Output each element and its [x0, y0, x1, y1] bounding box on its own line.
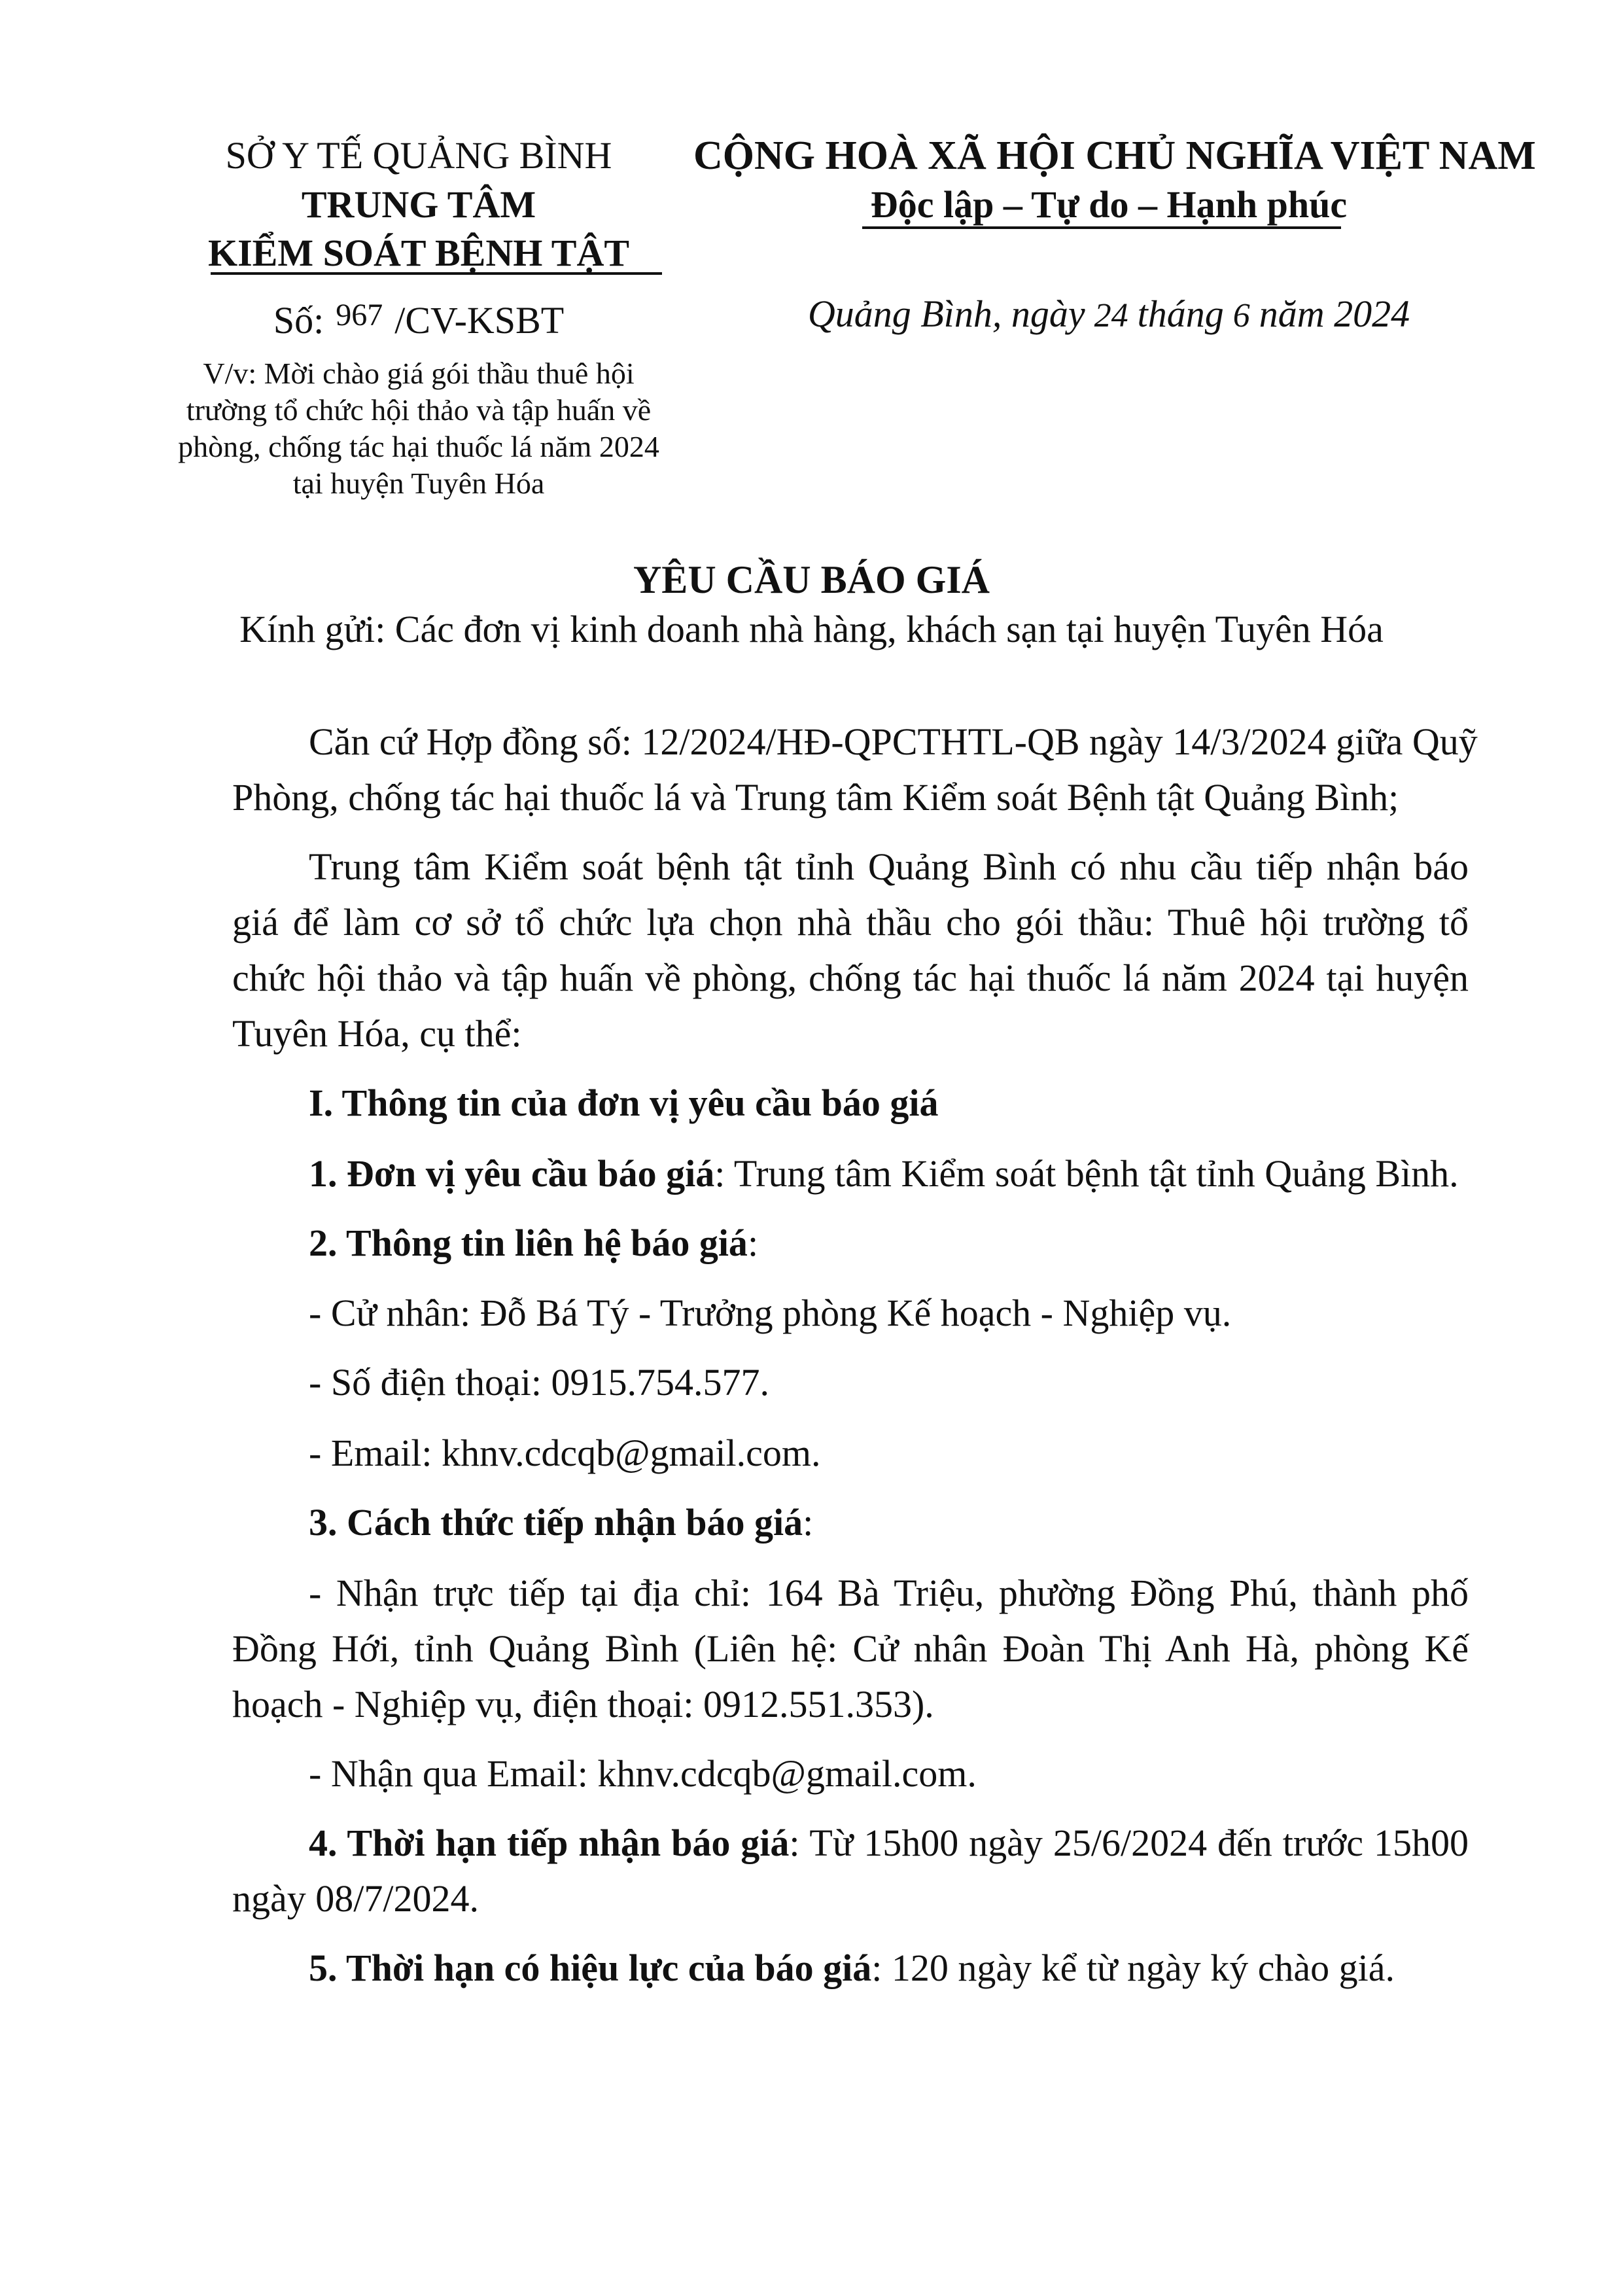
item-2-value: : [747, 1222, 759, 1264]
item-1-value: : Trung tâm Kiểm soát bệnh tật tỉnh Quảng Bình. [714, 1152, 1459, 1195]
agency-block [170, 131, 667, 277]
item-1 [309, 1149, 1459, 1199]
recipients: Kính gửi: Các đơn vị kinh doanh nhà hàng, khách sạn tại huyện Tuyên Hóa [239, 608, 1384, 650]
date-year: 2024 [1334, 292, 1410, 335]
receive-direct-line-2: Đồng Hới, tỉnh Quảng Bình (Liên hệ: Cử nhân Đoàn Thị Anh Hà, phòng Kế [232, 1627, 1469, 1670]
nation-title: CỘNG HOÀ XÃ HỘI CHỦ NGHĨA VIỆT NAM [693, 133, 1536, 178]
date-month-word: tháng [1137, 292, 1224, 335]
paragraph-2-line-2: giá để làm cơ sở tổ chức lựa chọn nhà thầu cho gói thầu: Thuê hội trường tổ [232, 901, 1469, 944]
agency-name-line1: TRUNG TÂM [301, 183, 536, 226]
nation-block [693, 131, 1536, 229]
item-2-label: 2. Thông tin liên hệ báo giá [309, 1222, 748, 1264]
document-date [693, 291, 1524, 339]
date-month: 6 [1232, 297, 1250, 334]
paragraph-1-line-2: Phòng, chống tác hại thuốc lá và Trung tâm Kiểm soát Bệnh tật Quảng Bình; [232, 776, 1399, 819]
receive-email: - Nhận qua Email: khnv.cdcqb@gmail.com. [309, 1752, 977, 1795]
motto-underline [862, 226, 1341, 229]
item-2 [309, 1218, 758, 1268]
section-1-heading: I. Thông tin của đơn vị yêu cầu báo giá [309, 1082, 939, 1124]
contact-person: - Cử nhân: Đỗ Bá Tý - Trưởng phòng Kế hoạch - Nghiệp vụ. [309, 1292, 1232, 1334]
item-4-line-1 [309, 1818, 1469, 1868]
document-title: YÊU CẦU BÁO GIÁ [633, 558, 990, 601]
doc-number-value: 967 [336, 298, 383, 332]
paragraph-1-line-1: Căn cứ Hợp đồng số: 12/2024/HĐ-QPCTHTL-QB ngày 14/3/2024 giữa Quỹ [309, 720, 1478, 763]
document-number [170, 298, 667, 346]
item-4-value-line-2: ngày 08/7/2024. [232, 1877, 479, 1920]
paragraph-2-line-1: Trung tâm Kiểm soát bệnh tật tỉnh Quảng Bình có nhu cầu tiếp nhận báo [309, 845, 1469, 888]
date-day: 24 [1094, 297, 1128, 334]
paragraph-2-line-4: Tuyên Hóa, cụ thể: [232, 1012, 522, 1055]
date-year-word: năm [1259, 292, 1325, 335]
agency-name-line2: KIỂM SOÁT BỆNH TẬT [207, 232, 630, 274]
item-3-value: : [803, 1501, 814, 1544]
paragraph-2-line-3: chức hội thảo và tập huấn về phòng, chống tác hại thuốc lá năm 2024 tại huyện [232, 957, 1469, 999]
receive-direct-line-3: hoạch - Nghiệp vụ, điện thoại: 0912.551.353). [232, 1683, 934, 1725]
doc-number-suffix: /CV-KSBT [394, 299, 565, 342]
contact-email: - Email: khnv.cdcqb@gmail.com. [309, 1432, 821, 1474]
motto: Độc lập – Tự do – Hạnh phúc [870, 183, 1348, 226]
item-3 [309, 1498, 813, 1547]
item-3-label: 3. Cách thức tiếp nhận báo giá [309, 1501, 803, 1544]
item-5-label: 5. Thời hạn có hiệu lực của báo giá [309, 1947, 872, 1989]
item-5 [309, 1943, 1395, 1993]
item-4-value-line-1: : Từ 15h00 ngày 25/6/2024 đến trước 15h00 [789, 1822, 1469, 1864]
item-4-label: 4. Thời hạn tiếp nhận báo giá [309, 1822, 790, 1864]
item-1-label: 1. Đơn vị yêu cầu báo giá [309, 1152, 715, 1195]
item-5-value: : 120 ngày kể từ ngày ký chào giá. [871, 1947, 1395, 1989]
agency-underline [211, 272, 662, 275]
doc-number-prefix: Số: [273, 299, 324, 342]
date-place: Quảng Bình, ngày [807, 292, 1085, 335]
contact-phone: - Số điện thoại: 0915.754.577. [309, 1361, 770, 1404]
receive-direct-line-1: - Nhận trực tiếp tại địa chỉ: 164 Bà Triệu, phường Đồng Phú, thành phố [309, 1572, 1469, 1614]
document-subject: V/v: Mời chào giá gói thầu thuê hội trường tổ chức hội thảo và tập huấn về phòng, chống tác hại thuốc lá năm 2024 tại huyện Tuyên Hóa [178, 357, 659, 500]
agency-parent: SỞ Y TẾ QUẢNG BÌNH [225, 134, 612, 177]
